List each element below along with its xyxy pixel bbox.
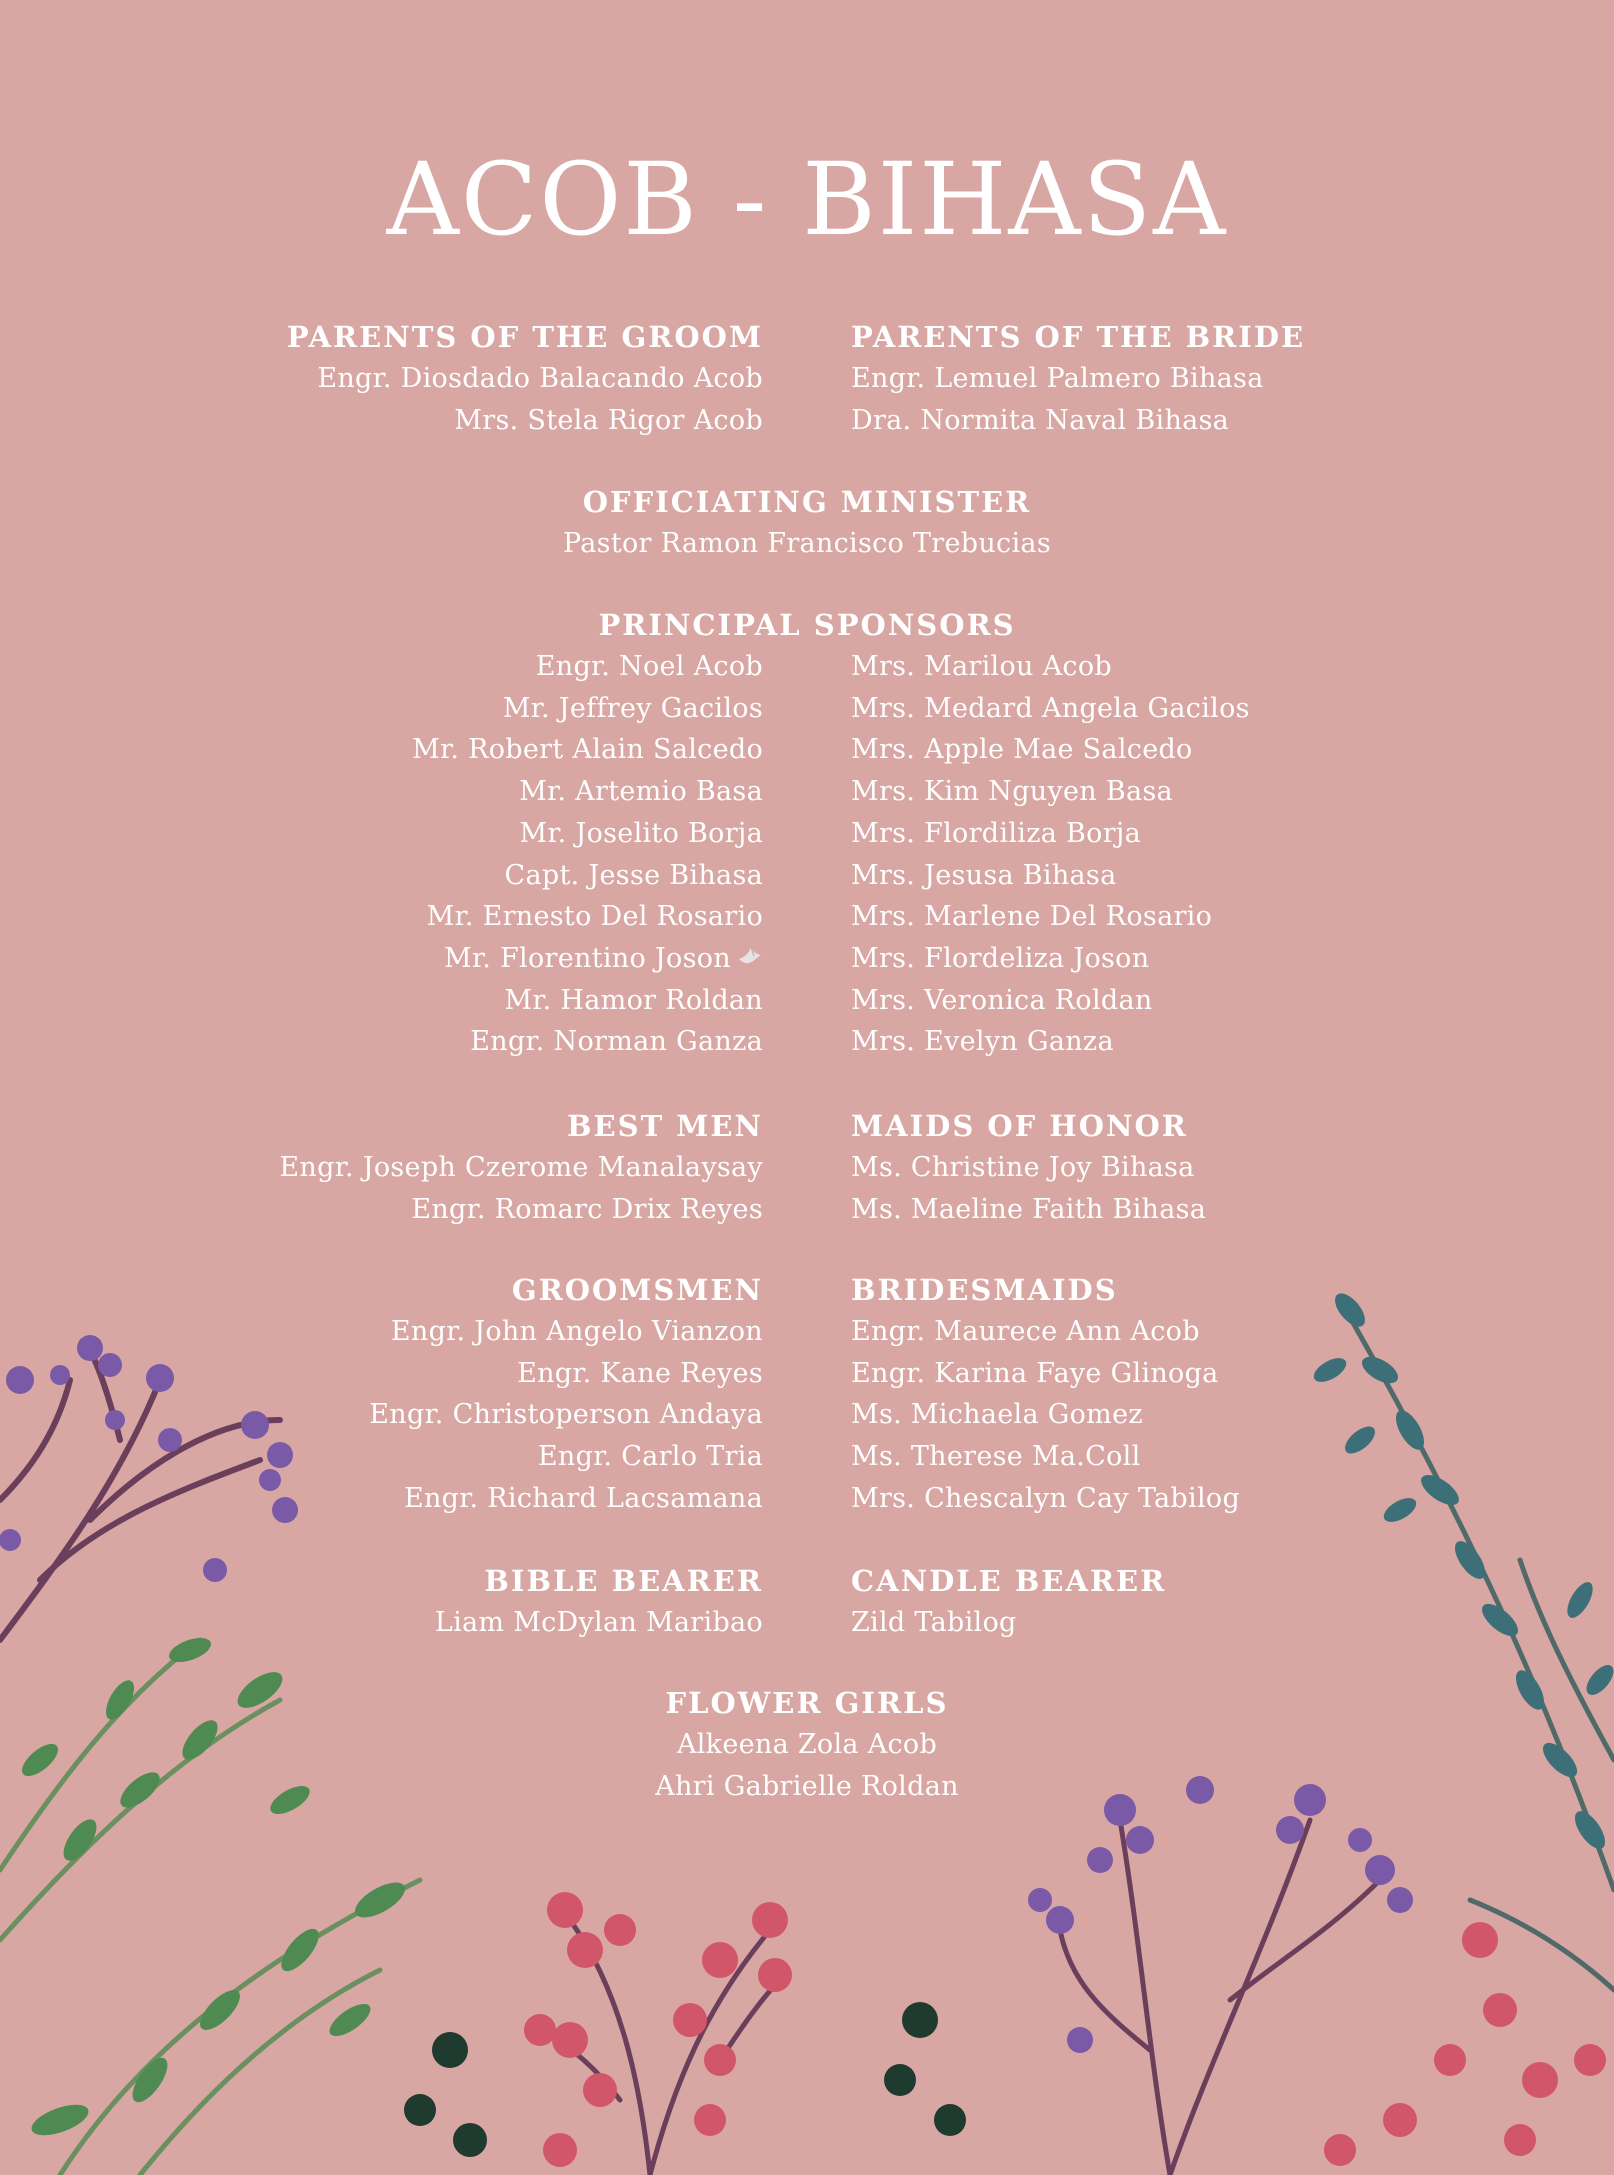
parents-groom-name: Mrs. Stela Rigor Acob	[454, 404, 763, 436]
sponsor-name: Mr. Florentino Joson	[444, 942, 731, 974]
right-teal-branch	[1340, 1300, 1614, 1990]
maid-of-honor-name: Ms. Christine Joy Bihasa	[851, 1152, 1195, 1183]
pink-berries	[524, 1892, 792, 2167]
right-pink-berries	[1324, 1922, 1606, 2166]
groomsman-name: Engr. Kane Reyes	[517, 1357, 763, 1389]
bible-bearer-name: Liam McDylan Maribao	[434, 1607, 763, 1638]
sponsor-name: Mr. Joselito Borja	[519, 817, 763, 849]
maid-of-honor-name: Ms. Maeline Faith Bihasa	[851, 1193, 1207, 1225]
right-lavender-stems	[1060, 1820, 1380, 2175]
groomsman-name: Engr. Richard Lacsamana	[403, 1482, 763, 1514]
bible-bearer-section	[435, 1561, 763, 1644]
flower-girls-heading: FLOWER GIRLS	[665, 1686, 949, 1720]
sponsor-name: Mr. Jeffrey Gacilos	[502, 692, 763, 724]
sponsor-name: Mrs. Flordeliza Joson	[851, 942, 1150, 974]
officiating-section	[0, 482, 1614, 565]
parents-groom-section	[287, 317, 763, 441]
candle-bearer-heading: CANDLE BEARER	[851, 1564, 1167, 1598]
bridesmaids-heading: BRIDESMAIDS	[851, 1273, 1118, 1307]
sponsors-left-list	[412, 646, 763, 1063]
sponsor-name-row	[412, 938, 763, 980]
groomsmen-heading: GROOMSMEN	[511, 1273, 763, 1307]
maids-of-honor-section	[851, 1106, 1206, 1230]
sponsor-name: Mrs. Kim Nguyen Basa	[851, 776, 1173, 808]
sponsor-name: Mrs. Marlene Del Rosario	[851, 901, 1213, 933]
bridesmaid-name: Engr. Karina Faye Glinoga	[851, 1357, 1219, 1389]
parents-bride-section	[851, 317, 1305, 441]
parents-bride-name: Engr. Lemuel Palmero Bihasa	[851, 363, 1264, 394]
sponsors-heading: PRINCIPAL SPONSORS	[598, 608, 1016, 642]
page-title: ACOB - BIHASA	[386, 141, 1228, 258]
right-lavender-blossoms	[1028, 1776, 1413, 2053]
officiating-name: Pastor Ramon Francisco Trebucias	[563, 528, 1051, 559]
parents-bride-name: Dra. Normita Naval Bihasa	[851, 404, 1230, 436]
sponsor-name: Capt. Jesse Bihasa	[504, 859, 763, 891]
groomsman-name: Engr. Carlo Tria	[537, 1441, 763, 1473]
sponsor-name: Mrs. Medard Angela Gacilos	[851, 692, 1250, 724]
dove-icon	[737, 938, 763, 980]
best-men-heading: BEST MEN	[567, 1109, 763, 1143]
groomsman-name: Engr. John Angelo Vianzon	[390, 1316, 763, 1347]
sponsor-name: Mr. Hamor Roldan	[504, 984, 763, 1016]
bridesmaids-section	[851, 1270, 1240, 1520]
left-lavender-blossoms	[0, 1335, 298, 1582]
sponsor-name: Mrs. Apple Mae Salcedo	[851, 734, 1193, 766]
bridesmaid-name: Mrs. Chescalyn Cay Tabilog	[851, 1482, 1241, 1514]
sponsor-name: Mr. Robert Alain Salcedo	[412, 734, 763, 766]
flower-girls-section	[0, 1683, 1614, 1807]
maids-of-honor-heading: MAIDS OF HONOR	[851, 1109, 1188, 1143]
best-man-name: Engr. Joseph Czerome Manalaysay	[279, 1152, 763, 1183]
parents-groom-name: Engr. Diosdado Balacando Acob	[317, 363, 763, 394]
left-lavender-branch	[0, 1350, 280, 1640]
sponsors-heading-wrap	[0, 605, 1614, 646]
best-men-section	[279, 1106, 763, 1230]
groomsmen-section	[369, 1270, 763, 1520]
sponsor-name: Mr. Ernesto Del Rosario	[426, 901, 763, 933]
candle-bearer-section	[851, 1561, 1166, 1644]
bible-bearer-heading: BIBLE BEARER	[484, 1564, 763, 1598]
sponsor-name: Engr. Norman Ganza	[470, 1026, 763, 1058]
flower-girl-name: Ahri Gabrielle Roldan	[655, 1770, 959, 1802]
sponsor-name: Mrs. Veronica Roldan	[851, 984, 1153, 1016]
officiating-heading: OFFICIATING MINISTER	[582, 485, 1032, 519]
sponsor-name: Mrs. Marilou Acob	[851, 651, 1112, 682]
sponsor-name: Engr. Noel Acob	[535, 651, 763, 682]
sponsor-name: Mrs. Jesusa Bihasa	[851, 859, 1117, 891]
sponsors-right-list	[851, 646, 1250, 1063]
best-man-name: Engr. Romarc Drix Reyes	[411, 1193, 763, 1225]
flower-girl-name: Alkeena Zola Acob	[676, 1729, 938, 1760]
sponsor-name: Mrs. Flordiliza Borja	[851, 817, 1141, 849]
bridesmaid-name: Ms. Therese Ma.Coll	[851, 1441, 1141, 1473]
bridesmaid-name: Ms. Michaela Gomez	[851, 1399, 1143, 1431]
parents-bride-heading: PARENTS OF THE BRIDE	[851, 320, 1306, 354]
sponsor-name: Mr. Artemio Basa	[519, 776, 763, 808]
groomsman-name: Engr. Christoperson Andaya	[369, 1399, 763, 1431]
sponsor-name: Mrs. Evelyn Ganza	[851, 1026, 1114, 1058]
bridesmaid-name: Engr. Maurece Ann Acob	[851, 1316, 1200, 1347]
candle-bearer-name: Zild Tabilog	[851, 1607, 1017, 1638]
parents-groom-heading: PARENTS OF THE GROOM	[286, 320, 763, 354]
